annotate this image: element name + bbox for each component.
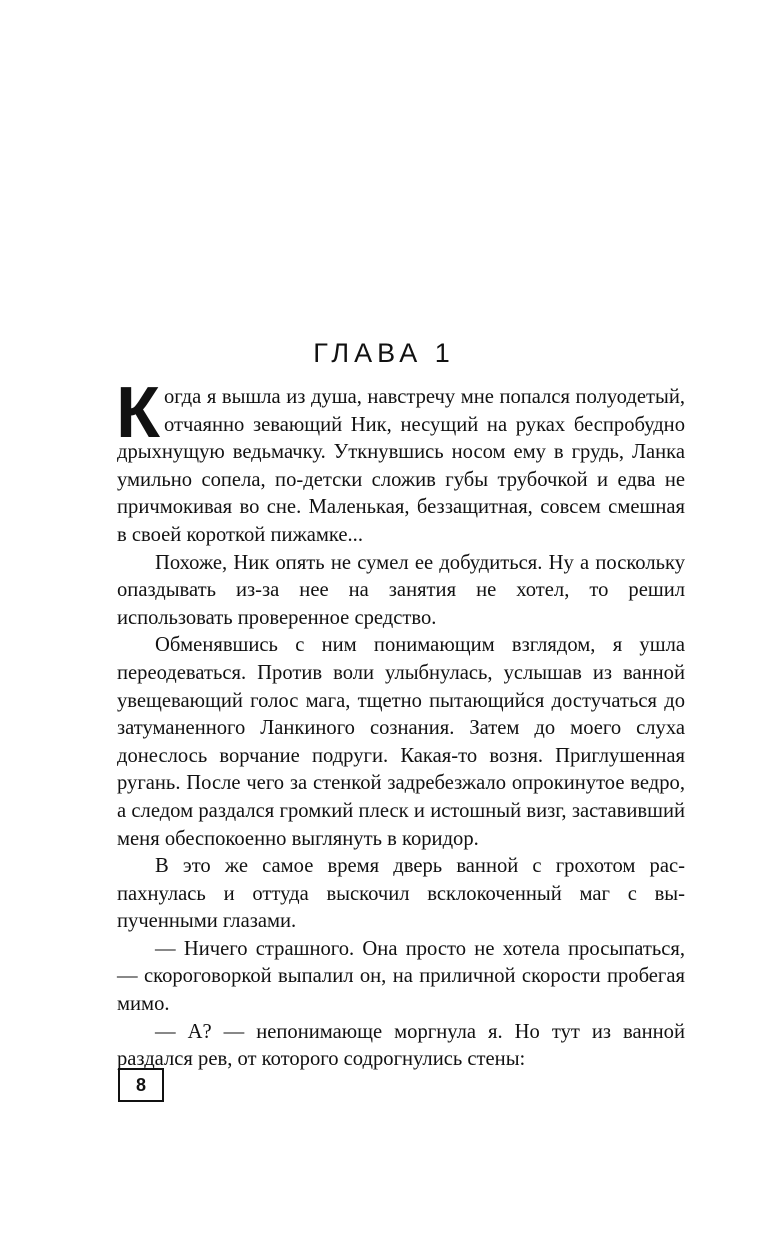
- paragraph-2: Похоже, Ник опять не сумел ее добудиться. Ну а поскольку опаздывать из-за нее на занятия не хотел, то решил использовать проверенное средство.: [117, 551, 685, 629]
- paragraph-1: [116, 373, 685, 550]
- paragraph-6: — А? — непонимающе моргнула я. Но тут из ванной раздался рев, от которого содрогнулись стены:: [117, 1020, 685, 1071]
- drop-cap: К: [116, 373, 160, 453]
- page-number: [118, 1068, 164, 1102]
- chapter-title: ГЛАВА 1: [313, 338, 455, 368]
- paragraph-1-text: огда я вышла из душа, навстречу мне попался полуодетый, отчаянно зевающий Ник, несущий на руках беспробудно дрыхнущую ведьмачку. Уткнувшись носом ему в грудь, Ланка умильно сопела, по-детски сложив губы трубочкой и едва не причмокивая во сне. Маленькая, беззащитная, совсем смешная в своей короткой пижамке...: [117, 386, 685, 546]
- page-number-text: 8: [135, 1074, 146, 1095]
- body-text: [116, 373, 685, 1074]
- paragraph-5: — Ничего страшного. Она просто не хотела просыпаться, — скороговоркой выпалил он, на приличной скорости пробегая мимо.: [117, 937, 685, 1016]
- paragraph-4: В это же самое время дверь ванной с грохотом распахнулась и оттуда выскочил всклокоченный маг с выпученными глазами.: [117, 855, 685, 933]
- paragraph-3: Обменявшись с ним понимающим взглядом, я ушла переодеваться. Против воли улыбнулась, услышав из ванной увещевающий голос мага, тщетно пытающийся достучаться до затуманенного Ланкиного сознания. Затем до моего слуха донеслось ворчание подруги. Какая-то возня. Приглушенная ругань. После чего за стенкой задребезжало опрокинутое ведро, а следом раздался громкий плеск и истошный визг, заставивший меня обеспокоенно выглянуть в коридор.: [117, 634, 685, 850]
